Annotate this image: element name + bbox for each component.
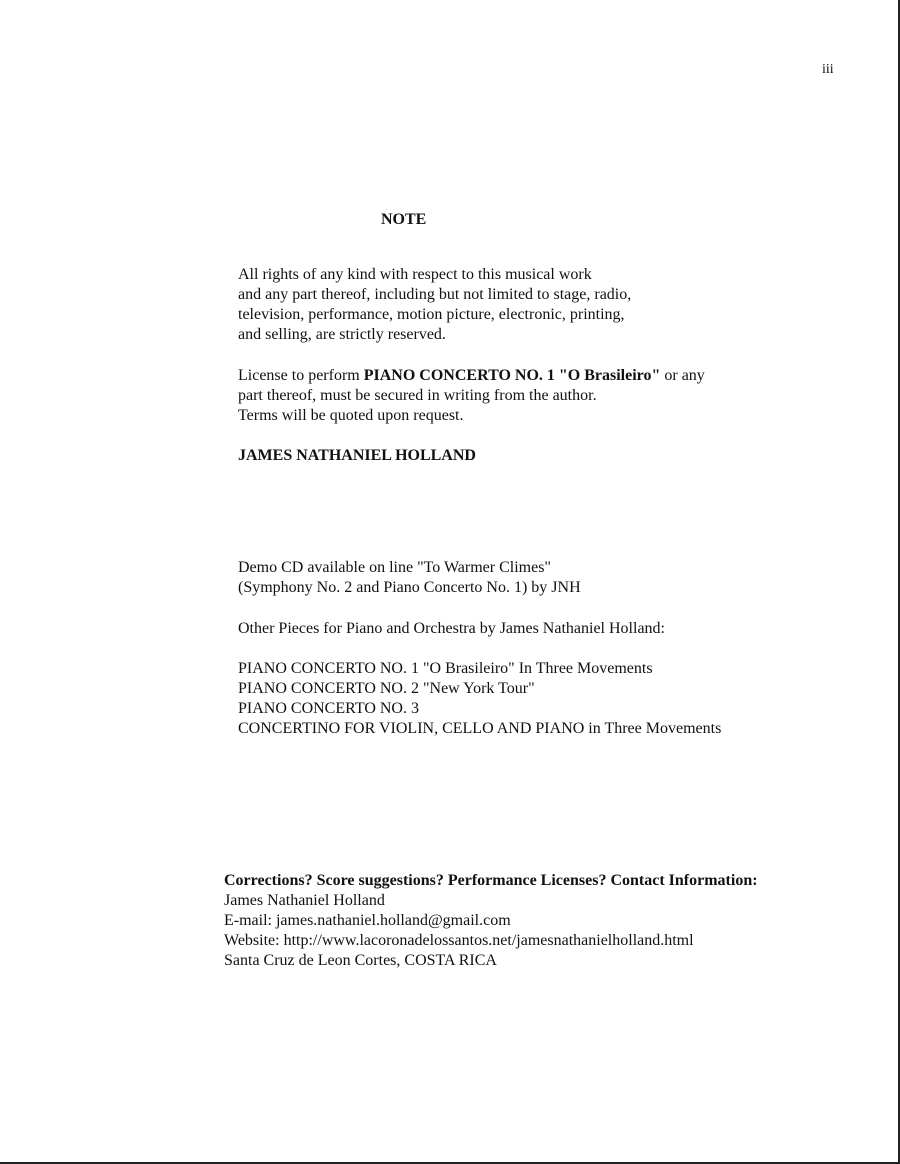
rights-paragraph	[238, 265, 631, 345]
contact-location: Santa Cruz de Leon Cortes, COSTA RICA	[224, 952, 497, 969]
license-paragraph	[238, 366, 705, 426]
license-line: Terms will be quoted upon request.	[238, 407, 464, 424]
license-line	[238, 366, 705, 386]
contact-heading: Corrections? Score suggestions? Performance Licenses? Contact Information:	[224, 872, 758, 889]
list-item: PIANO CONCERTO NO. 3	[238, 700, 419, 717]
license-suffix: or any	[660, 367, 705, 384]
rights-line: television, performance, motion picture, electronic, printing,	[238, 306, 625, 323]
rights-line: All rights of any kind with respect to this musical work	[238, 266, 592, 283]
other-pieces-heading: Other Pieces for Piano and Orchestra by James Nathaniel Holland:	[238, 620, 665, 637]
rights-line: and any part thereof, including but not limited to stage, radio,	[238, 286, 632, 303]
contact-name: James Nathaniel Holland	[224, 892, 385, 909]
other-pieces-list	[238, 659, 721, 739]
rights-line: and selling, are strictly reserved.	[238, 326, 446, 343]
note-title: NOTE	[381, 211, 427, 228]
author-name: JAMES NATHANIEL HOLLAND	[238, 447, 476, 464]
demo-line: (Symphony No. 2 and Piano Concerto No. 1) by JNH	[238, 579, 581, 596]
contact-email: E-mail: james.nathaniel.holland@gmail.com	[224, 912, 511, 929]
license-prefix: License to perform	[238, 367, 364, 384]
list-item: PIANO CONCERTO NO. 1 "O Brasileiro" In Three Movements	[238, 660, 653, 677]
list-item: CONCERTINO FOR VIOLIN, CELLO AND PIANO in Three Movements	[238, 720, 722, 737]
license-line: part thereof, must be secured in writing from the author.	[238, 387, 597, 404]
license-work-title: PIANO CONCERTO NO. 1 "O Brasileiro"	[363, 367, 661, 384]
page-number: iii	[822, 62, 834, 77]
demo-line: Demo CD available on line "To Warmer Climes"	[238, 559, 551, 576]
contact-block	[224, 871, 758, 971]
contact-website: Website: http://www.lacoronadelossantos.net/jamesnathanielholland.html	[224, 932, 694, 949]
demo-cd-paragraph	[238, 558, 581, 598]
list-item: PIANO CONCERTO NO. 2 "New York Tour"	[238, 680, 535, 697]
